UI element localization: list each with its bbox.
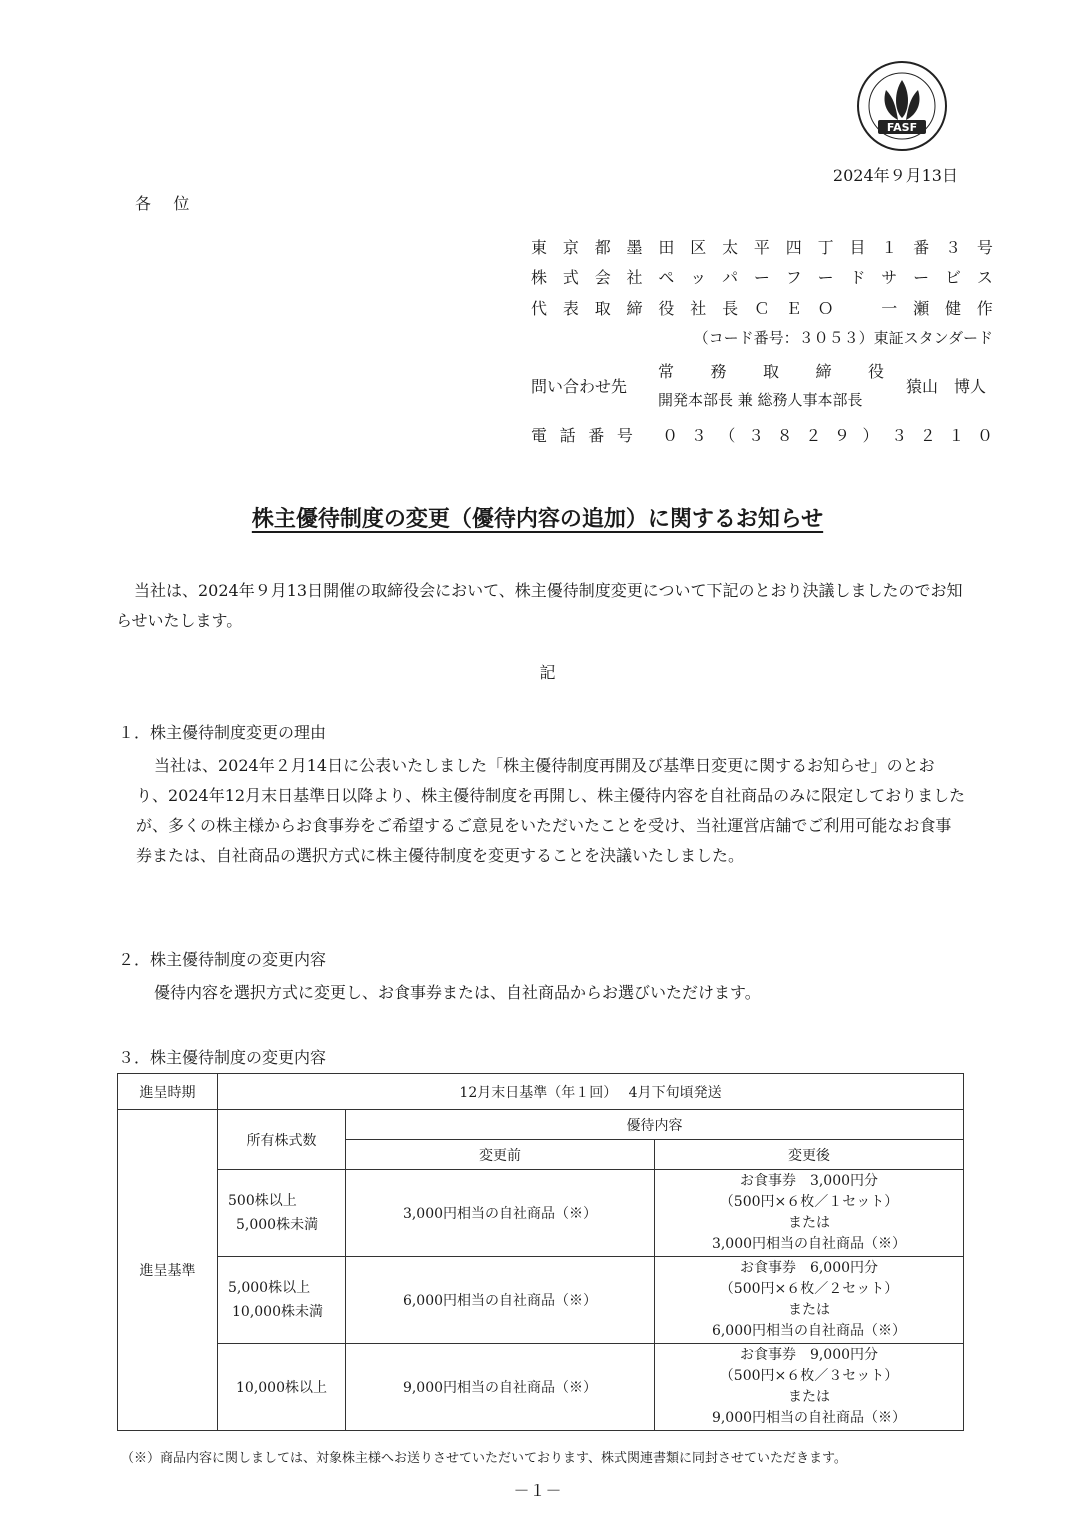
contact-name: 猿山 博人 bbox=[906, 377, 987, 396]
section2-heading: ２．株主優待制度の変更内容 bbox=[118, 950, 327, 969]
criteria-label: 進呈基準 bbox=[118, 1110, 218, 1431]
section1-heading: １．株主優待制度変更の理由 bbox=[118, 723, 327, 742]
contact-title: 常 務 取 締 役 bbox=[658, 362, 884, 381]
table-row bbox=[118, 1344, 964, 1431]
table-row bbox=[118, 1257, 964, 1344]
company-name: 株 式 会 社 ペ ッ パ ー フ ー ド サ ー ビ ス bbox=[531, 268, 993, 287]
after-cell: お食事券 3,000円分 （500円×６枚／１セット） または 3,000円相当の自社商品（※） bbox=[655, 1170, 964, 1257]
after-cell: お食事券 6,000円分 （500円×６枚／２セット） または 6,000円相当の自社商品（※） bbox=[655, 1257, 964, 1344]
page-number: －１－ bbox=[513, 1481, 562, 1500]
table-row bbox=[118, 1170, 964, 1257]
benefit-header: 優待内容 bbox=[346, 1110, 964, 1140]
contact-label: 問い合わせ先 bbox=[531, 377, 628, 396]
before-cell: 3,000円相当の自社商品（※） bbox=[346, 1170, 655, 1257]
phone-number: 電 話 番 号 ０ ３ （ ３ ８ ２ ９ ） ３ ２ １ ０ bbox=[531, 426, 993, 445]
contact-department: 開発本部長 兼 総務人事本部長 bbox=[658, 391, 863, 409]
issue-date: 2024年９月13日 bbox=[832, 166, 958, 185]
before-cell: 9,000円相当の自社商品（※） bbox=[346, 1344, 655, 1431]
period-label: 進呈時期 bbox=[118, 1074, 218, 1110]
intro-paragraph: 当社は、2024年９月13日開催の取締役会において、株主優待制度変更について下記のとおり決議しましたのでお知らせいたします。 bbox=[116, 581, 963, 630]
seal-text: FASF bbox=[886, 121, 918, 134]
stock-code: （コード番号：３０５３）東証スタンダード bbox=[693, 329, 993, 347]
shares-cell: 5,000株以上 10,000株未満 bbox=[218, 1257, 346, 1344]
shares-cell: 500株以上 5,000株未満 bbox=[218, 1170, 346, 1257]
section2-body: 優待内容を選択方式に変更し、お食事券または、自社商品からお選びいただけます。 bbox=[154, 983, 761, 1002]
before-cell: 6,000円相当の自社商品（※） bbox=[346, 1257, 655, 1344]
shares-header: 所有株式数 bbox=[218, 1110, 346, 1170]
table-footnote: （※）商品内容に関しましては、対象株主様へお送りさせていただいております、株式関連書類に同封させていただきます。 bbox=[121, 1451, 847, 1466]
company-representative: 代 表 取 締 役 社 長 Ｃ Ｅ Ｏ 一 瀬 健 作 bbox=[531, 299, 993, 318]
company-address: 東 京 都 墨 田 区 太 平 四 丁 目 １ 番 ３ 号 bbox=[531, 238, 993, 257]
benefit-table bbox=[117, 1073, 964, 1431]
document-title: 株主優待制度の変更（優待内容の追加）に関するお知らせ bbox=[251, 507, 824, 532]
period-value: 12月末日基準（年１回） 4月下旬頃発送 bbox=[218, 1074, 964, 1110]
section3-heading: ３．株主優待制度の変更内容 bbox=[118, 1048, 327, 1067]
addressee: 各位 bbox=[135, 194, 212, 213]
section1-body: 当社は、2024年２月14日に公表いたしました「株主優待制度再開及び基準日変更に関するお知らせ」のとおり、2024年12月末日基準日以降より、株主優待制度を再開し、株主優待内容を自社商品のみに限定しておりましたが、多くの株主様からお食事券をご希望するご意見をいただいたことを受け、当社運営店舗でご利用可能なお食事券または、自社商品の選択方式に株主優待制度を変更することを決議いたしました。 bbox=[136, 756, 966, 865]
after-header: 変更後 bbox=[655, 1140, 964, 1170]
fasf-seal-logo bbox=[856, 60, 948, 152]
ki-marker: 記 bbox=[539, 663, 556, 682]
shares-cell: 10,000株以上 bbox=[218, 1344, 346, 1431]
after-cell: お食事券 9,000円分 （500円×６枚／３セット） または 9,000円相当の自社商品（※） bbox=[655, 1344, 964, 1431]
before-header: 変更前 bbox=[346, 1140, 655, 1170]
